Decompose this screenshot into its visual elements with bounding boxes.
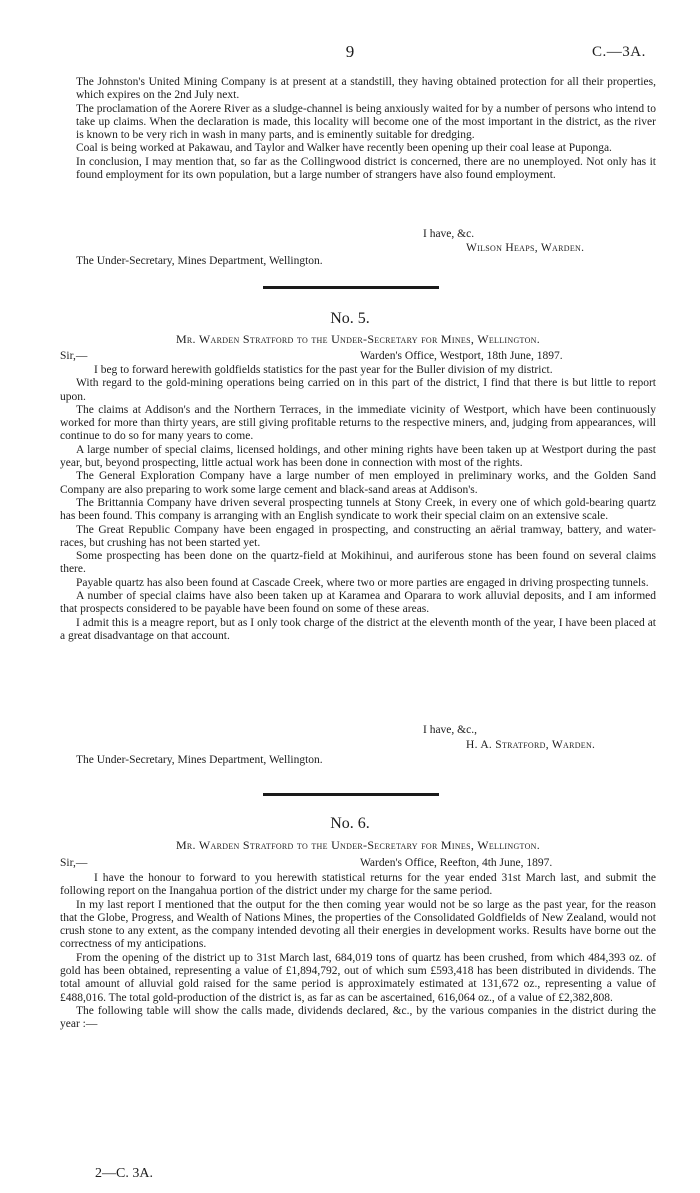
paragraph: Coal is being worked at Pakawau, and Taylor and Walker have recently been opening up their coal lease at Puponga. — [76, 142, 612, 155]
paragraph: Some prospecting has been done on the quartz-field at Mokihinui, and auriferous stone has been found on several claims there. — [60, 550, 656, 576]
addressee-block — [60, 754, 656, 767]
letter-body — [60, 364, 656, 643]
paragraph: I admit this is a meagre report, but as I only took charge of the district at the eleventh month of the year, I have been placed at a great disadvantage on that account. — [60, 616, 656, 642]
paragraph: The proclamation of the Aorere River as a sludge-channel is being anxiously waited for by a number of persons who intend to take up claims. When the declaration is made, this locality will become one of the most important in the district, as the river is known to be very rich in wash in many parts, and is eminently suitable for dredging. — [76, 102, 656, 142]
signature-mark: 2—C. 3A. — [95, 1166, 153, 1181]
addressee-block — [60, 255, 656, 268]
paragraph: I have the honour to forward to you herewith statistical returns for the year ended 31st March last, and submit the following report on the Inangahua portion of the district under my charge for the same period. — [60, 872, 656, 898]
letter-body — [60, 872, 656, 1032]
office-date: Warden's Office, Westport, 18th June, 1897. — [360, 350, 563, 362]
section-divider — [263, 793, 439, 796]
salutation: Sir,— — [60, 350, 88, 362]
top-section — [60, 76, 656, 182]
paragraph: I beg to forward herewith goldfields statistics for the past year for the Buller division of my district. — [94, 364, 553, 376]
paragraph: The claims at Addison's and the Northern Terraces, in the immediate vicinity of Westport, which have been continuously worked for more than thirty years, are still giving profitable returns to the respective miners, and, judging from appearances, will continue to do so for many years to come. — [60, 403, 656, 443]
paragraph: The Great Republic Company have been engaged in prospecting, and constructing an aërial tramway, battery, and water-races, but crushing has not been started yet. — [60, 523, 656, 549]
salutation-line — [60, 857, 656, 869]
section-number: No. 5. — [330, 310, 370, 327]
paragraph: With regard to the gold-mining operations being carried on in this part of the district, I find that there is but little to report upon. — [60, 377, 656, 403]
salutation-line — [60, 350, 656, 362]
letter-heading: Mr. Warden Stratford to the Under-Secretary for Mines, Wellington. — [175, 332, 541, 346]
closing-phrase: I have, &c. — [423, 228, 475, 240]
paragraph: The General Exploration Company have a large number of men employed in preliminary works, and the Golden Sand Company are also preparing to work some large cement and black-sand areas at Addison's. — [60, 470, 656, 496]
addressee: The Under-Secretary, Mines Department, Wellington. — [76, 754, 323, 766]
signature: H. A. Stratford, Warden. — [466, 739, 596, 751]
paragraph: A number of special claims have also been taken up at Karamea and Oparara to work alluvial deposits, and I am informed that prospects considered to be payable have been found on some of these areas. — [60, 590, 656, 616]
page-number: 9 — [345, 42, 355, 61]
paragraph: The Brittannia Company have driven several prospecting tunnels at Stony Creek, in every one of which gold-bearing quartz has been found. This company is arranging with an English syndicate to work their special claim on an extensive scale. — [60, 496, 656, 523]
paragraph: The following table will show the calls made, dividends declared, &c., by the various companies in the district during the year :— — [60, 1004, 656, 1031]
salutation: Sir,— — [60, 857, 88, 869]
office-date: Warden's Office, Reefton, 4th June, 1897. — [360, 857, 553, 869]
paragraph: The Johnston's United Mining Company is at present at a standstill, they having obtained protection for all their properties, which expires on the 2nd July next. — [76, 76, 656, 102]
document-reference: C.—3A. — [592, 44, 646, 60]
closing-phrase: I have, &c., — [423, 724, 477, 736]
section-divider — [263, 286, 439, 289]
addressee: The Under-Secretary, Mines Department, Wellington. — [76, 255, 323, 267]
letter-heading: Mr. Warden Stratford to the Under-Secretary for Mines, Wellington. — [175, 838, 541, 852]
paragraph: Payable quartz has also been found at Cascade Creek, where two or more parties are engaged in driving prospecting tunnels. — [76, 576, 649, 589]
signature: Wilson Heaps, Warden. — [466, 242, 585, 254]
paragraph: In conclusion, I may mention that, so far as the Collingwood district is concerned, there are no unemployed. Not only has it found employment for its own population, but a large number of strangers have also found employment. — [76, 155, 656, 182]
paragraph: A large number of special claims, licensed holdings, and other mining rights have been taken up at Westport during the past year, but, beyond prospecting, little actual work has been done in connection with most of the rights. — [60, 443, 656, 470]
section-number: No. 6. — [330, 815, 370, 832]
paragraph: From the opening of the district up to 31st March last, 684,019 tons of quartz has been crushed, from which 484,393 oz. of gold has been obtained, representing a value of £1,894,792, out of which sum £593,418 has been distributed in dividends. The total amount of alluvial gold raised for the same period is approximately estimated at 131,672 oz., representing a value of £488,016. The total gold-production of the district is, as far as can be ascertained, 616,064 oz., of a value of £2,382,808. — [60, 951, 656, 1004]
paragraph: In my last report I mentioned that the output for the then coming year would not be so large as the past year, for the reason that the Globe, Progress, and Wealth of Nations Mines, the properties of the Consolidated Goldfields of New Zealand, would not crush stone to any extent, as the company intended devoting all their energies in development works. Results have borne out the correctness of my anticipations. — [60, 898, 656, 951]
